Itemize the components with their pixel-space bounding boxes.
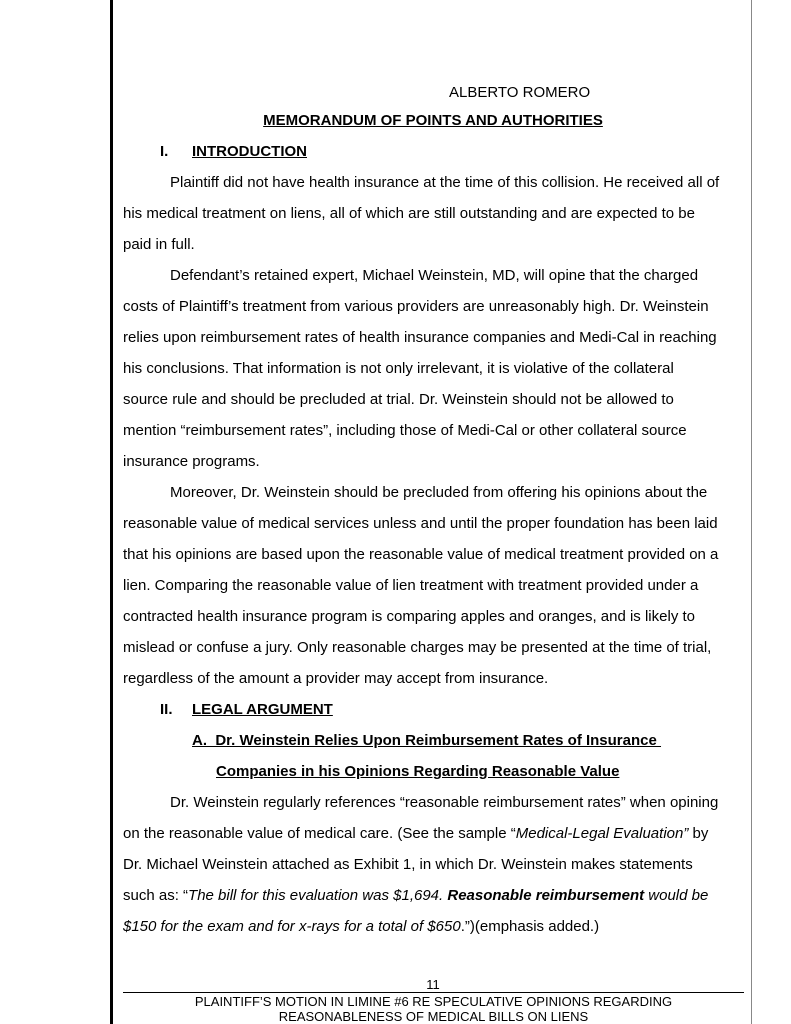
paragraph-line: paid in full. <box>123 236 195 253</box>
italic-text-run: would be <box>644 887 709 904</box>
footer-rule <box>123 992 744 993</box>
paragraph-line: lien. Comparing the reasonable value of lien treatment with treatment provided under a <box>123 577 699 594</box>
paragraph-line: relies upon reimbursement rates of health insurance companies and Medi-Cal in reaching <box>123 329 717 346</box>
paragraph-line: costs of Plaintiff’s treatment from various providers are unreasonably high. Dr. Weinstein <box>123 298 709 315</box>
section-number: I. <box>160 143 169 160</box>
paragraph-line: Dr. Weinstein regularly references “reasonable reimbursement rates” when opining <box>170 794 719 811</box>
paragraph-line: contracted health insurance program is comparing apples and oranges, and is likely to <box>123 608 695 625</box>
subsection-heading-line: Companies in his Opinions Regarding Reasonable Value <box>216 763 620 780</box>
case-name: ALBERTO ROMERO <box>449 84 591 101</box>
section-title: INTRODUCTION <box>192 143 307 160</box>
section-heading-introduction <box>160 143 307 160</box>
paragraph-line: Defendant’s retained expert, Michael Weinstein, MD, will opine that the charged <box>170 267 699 284</box>
section-title: LEGAL ARGUMENT <box>192 701 333 718</box>
paragraph-line: Plaintiff did not have health insurance at the time of this collision. He received all of <box>170 174 720 191</box>
paragraph-line: source rule and should be precluded at trial. Dr. Weinstein should not be allowed to <box>123 391 674 408</box>
italic-text-run: Medical-Legal Evaluation” <box>515 825 689 842</box>
paragraph-line: reasonable value of medical services unless and until the proper foundation has been laid <box>123 515 718 532</box>
text-run: .”)(emphasis added.) <box>460 918 600 935</box>
footer-caption-line: PLAINTIFF’S MOTION IN LIMINE #6 RE SPECULATIVE OPINIONS REGARDING <box>194 994 673 1009</box>
italic-text-run: $150 for the exam and for x-rays for a total of $650 <box>123 918 461 935</box>
section-heading-legal-argument <box>160 701 333 718</box>
page-number: 11 <box>426 977 440 992</box>
paragraph-line: Dr. Michael Weinstein attached as Exhibit 1, in which Dr. Weinstein makes statements <box>123 856 693 873</box>
footer-caption-line: REASONABLENESS OF MEDICAL BILLS ON LIENS <box>278 1009 589 1024</box>
right-margin-rule <box>751 0 752 1024</box>
paragraph-line: his conclusions. That information is not only irrelevant, it is violative of the collateral <box>123 360 674 377</box>
memorandum-title: MEMORANDUM OF POINTS AND AUTHORITIES <box>263 112 603 129</box>
paragraph-line <box>123 825 708 842</box>
paragraph-line: Moreover, Dr. Weinstein should be precluded from offering his opinions about the <box>170 484 708 501</box>
bold-italic-text-run: Reasonable reimbursement <box>447 887 645 904</box>
paragraph-line: mention “reimbursement rates”, including those of Medi-Cal or other collateral source <box>123 422 687 439</box>
paragraph-line: regardless of the amount a provider may accept from insurance. <box>123 670 549 687</box>
paragraph-line: his medical treatment on liens, all of which are still outstanding and are expected to be <box>123 205 695 222</box>
italic-text-run: The bill for this evaluation was $1,694. <box>188 887 448 904</box>
paragraph-line: insurance programs. <box>123 453 260 470</box>
paragraph-line <box>123 887 708 904</box>
text-run: such as: “ <box>123 887 189 904</box>
subsection-heading-line: A. Dr. Weinstein Relies Upon Reimbursement Rates of Insurance <box>192 732 662 749</box>
text-run: on the reasonable value of medical care. (See the sample “ <box>123 825 516 842</box>
left-margin-rule <box>110 0 113 1024</box>
paragraph-line: that his opinions are based upon the reasonable value of medical treatment provided on a <box>123 546 719 563</box>
section-number: II. <box>160 701 173 718</box>
paragraph-line: mislead or confuse a jury. Only reasonable charges may be presented at the time of trial, <box>123 639 712 656</box>
text-run: by <box>688 825 709 842</box>
paragraph-line <box>123 918 599 935</box>
